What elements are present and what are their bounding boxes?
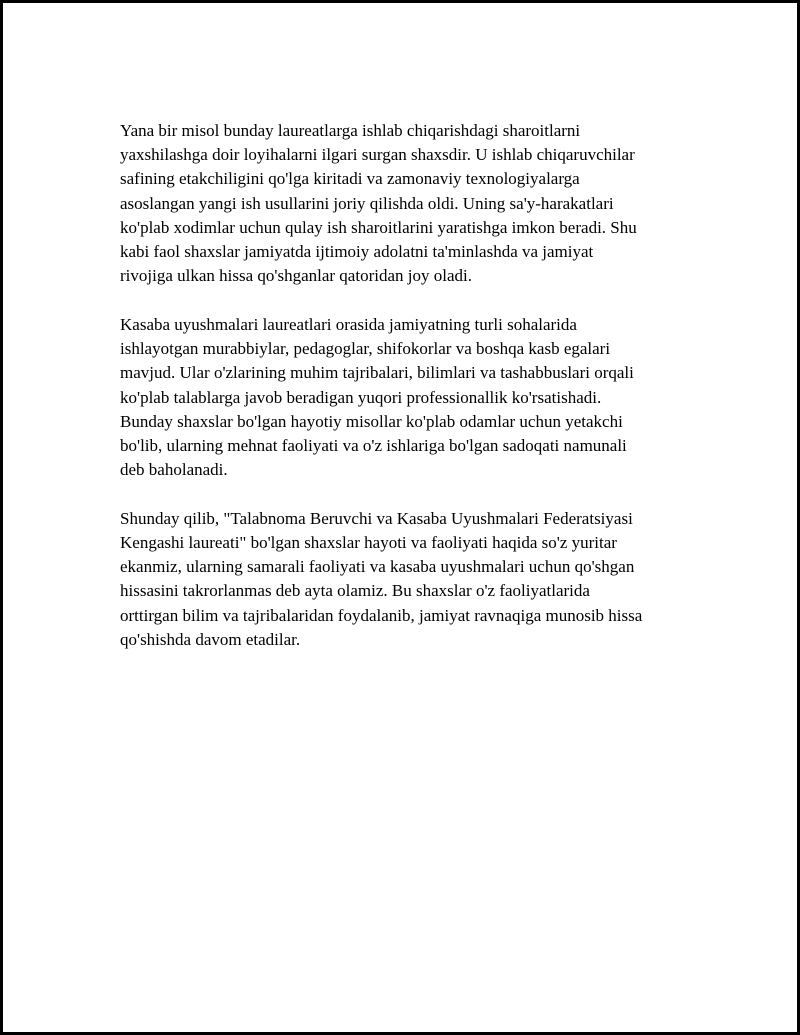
paragraph-2 [120,313,695,482]
text-line: orttirgan bilim va tajribalaridan foydalanib, jamiyat ravnaqiga munosib hissa [120,605,643,625]
text-line: qo'shishda davom etadilar. [120,629,301,649]
paragraph-1 [120,119,695,288]
document-body [120,119,695,677]
text-line: ko'plab talablarga javob beradigan yuqori professionallik ko'rsatishadi. [120,387,602,407]
text-line: ko'plab xodimlar uchun qulay ish sharoitlarini yaratishga imkon beradi. Shu [120,217,637,237]
text-line: Bunday shaxslar bo'lgan hayotiy misollar ko'plab odamlar uchun yetakchi [120,411,623,431]
text-line: bo'lib, ularning mehnat faoliyati va o'z ishlariga bo'lgan sadoqati namunali [120,435,627,455]
text-line: asoslangan yangi ish usullarini joriy qilishda oldi. Uning sa'y-harakatlari [120,193,614,213]
text-line: ishlayotgan murabbiylar, pedagoglar, shifokorlar va boshqa kasb egalari [120,339,611,359]
text-line: rivojiga ulkan hissa qo'shganlar qatoridan joy oladi. [120,266,472,286]
text-line: deb baholanadi. [120,460,228,480]
text-line: yaxshilashga doir loyihalarni ilgari surgan shaxsdir. U ishlab chiqaruvchilar [120,145,635,165]
text-line: Shunday qilib, "Talabnoma Beruvchi va Kasaba Uyushmalari Federatsiyasi [120,508,633,528]
text-line: mavjud. Ular o'zlarining muhim tajribalari, bilimlari va tashabbuslari orqali [120,363,634,383]
text-line: hissasini takrorlanmas deb ayta olamiz. Bu shaxslar o'z faoliyatlarida [120,581,590,601]
text-line: kabi faol shaxslar jamiyatda ijtimoiy adolatni ta'minlashda va jamiyat [120,242,594,262]
text-line: Yana bir misol bunday laureatlarga ishlab chiqarishdagi sharoitlarni [120,121,581,140]
text-line: Kasaba uyushmalari laureatlari orasida jamiyatning turli sohalarida [120,314,577,334]
text-line: safining etakchiligini qo'lga kiritadi va zamonaviy texnologiyalarga [120,169,580,189]
paragraph-3 [120,507,695,652]
text-line: ekanmiz, ularning samarali faoliyati va kasaba uyushmalari uchun qo'shgan [120,557,635,577]
text-line: Kengashi laureati" bo'lgan shaxslar hayoti va faoliyati haqida so'z yuritar [120,533,617,553]
